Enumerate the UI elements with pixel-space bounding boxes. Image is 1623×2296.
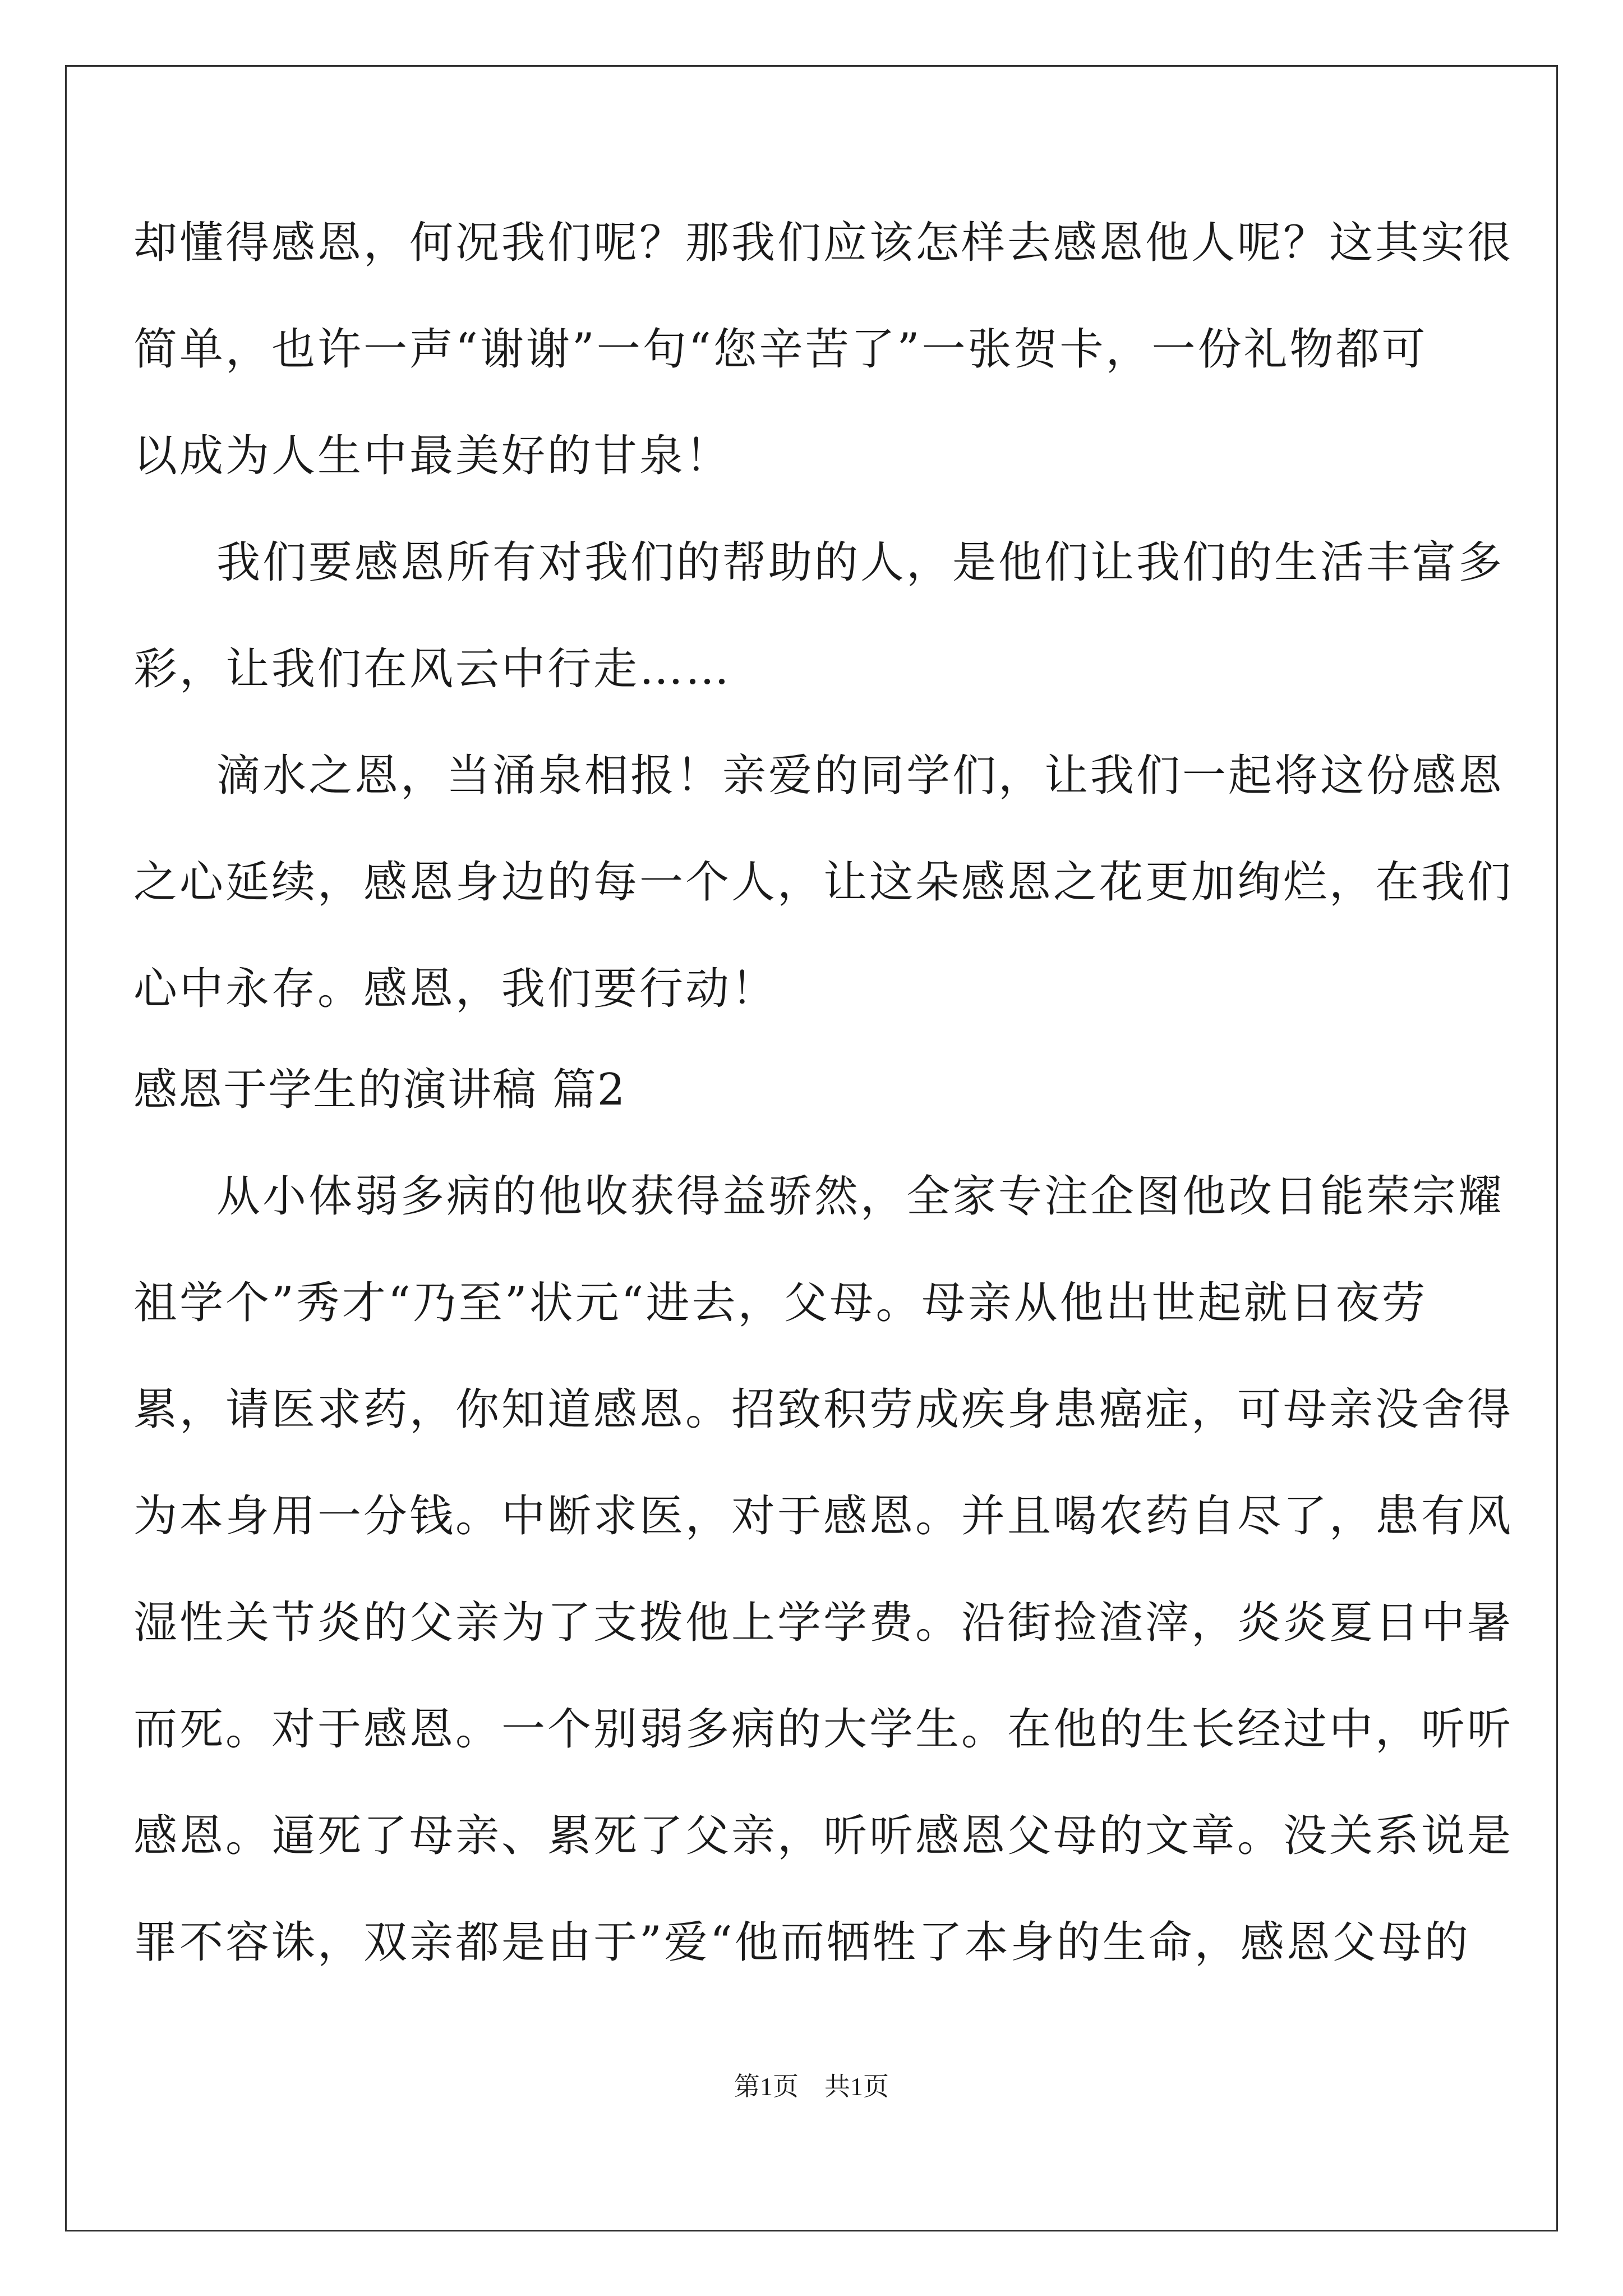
paragraph-line: 累，请医求药，你知道感恩。招致积劳成疾身患癌症，可母亲没舍得: [133, 1384, 1514, 1435]
paragraph-line: 从小体弱多病的他收获得益骄然，全家专注企图他改日能荣宗耀: [216, 1171, 1505, 1222]
paragraph-line: 罪不容诛，双亲都是由于”爱“他而牺牲了本身的生命，感恩父母的: [133, 1917, 1470, 1968]
paragraph-line: 祖学个”秀才“乃至”状元“进去，父母。母亲从他出世起就日夜劳: [133, 1278, 1428, 1328]
paragraph-line: 心中永存。感恩，我们要行动！: [133, 964, 778, 1014]
page-border: [65, 65, 1558, 2231]
section-heading: 感恩于学生的演讲稿 篇2: [133, 1065, 626, 1115]
paragraph-line: 简单，也许一声“谢谢”一句“您辛苦了”一张贺卡，一份礼物都可: [133, 324, 1428, 375]
paragraph-line: 感恩。逼死了母亲、累死了父亲，听听感恩父母的文章。没关系说是: [133, 1811, 1514, 1861]
paragraph-line: 滴水之恩，当涌泉相报！亲爱的同学们，让我们一起将这份感恩: [216, 751, 1505, 801]
paragraph-line: 而死。对于感恩。一个别弱多病的大学生。在他的生长经过中，听听: [133, 1704, 1514, 1755]
paragraph-line: 却懂得感恩，何况我们呢？那我们应该怎样去感恩他人呢？这其实很: [133, 218, 1514, 268]
paragraph-line: 我们要感恩所有对我们的帮助的人，是他们让我们的生活丰富多: [216, 537, 1505, 588]
paragraph-line: 彩，让我们在风云中行走……: [133, 644, 732, 694]
paragraph-line: 湿性关节炎的父亲为了支拨他上学学费。沿街捡渣滓，炎炎夏日中暑: [133, 1598, 1514, 1648]
paragraph-line: 之心延续，感恩身边的每一个人，让这朵感恩之花更加绚烂，在我们: [133, 857, 1514, 908]
paragraph-line: 为本身用一分钱。中断求医，对于感恩。并且喝农药自尽了，患有风: [133, 1491, 1514, 1542]
page-footer: 第1页 共1页: [734, 2072, 889, 2101]
paragraph-line: 以成为人生中最美好的甘泉！: [133, 431, 732, 481]
